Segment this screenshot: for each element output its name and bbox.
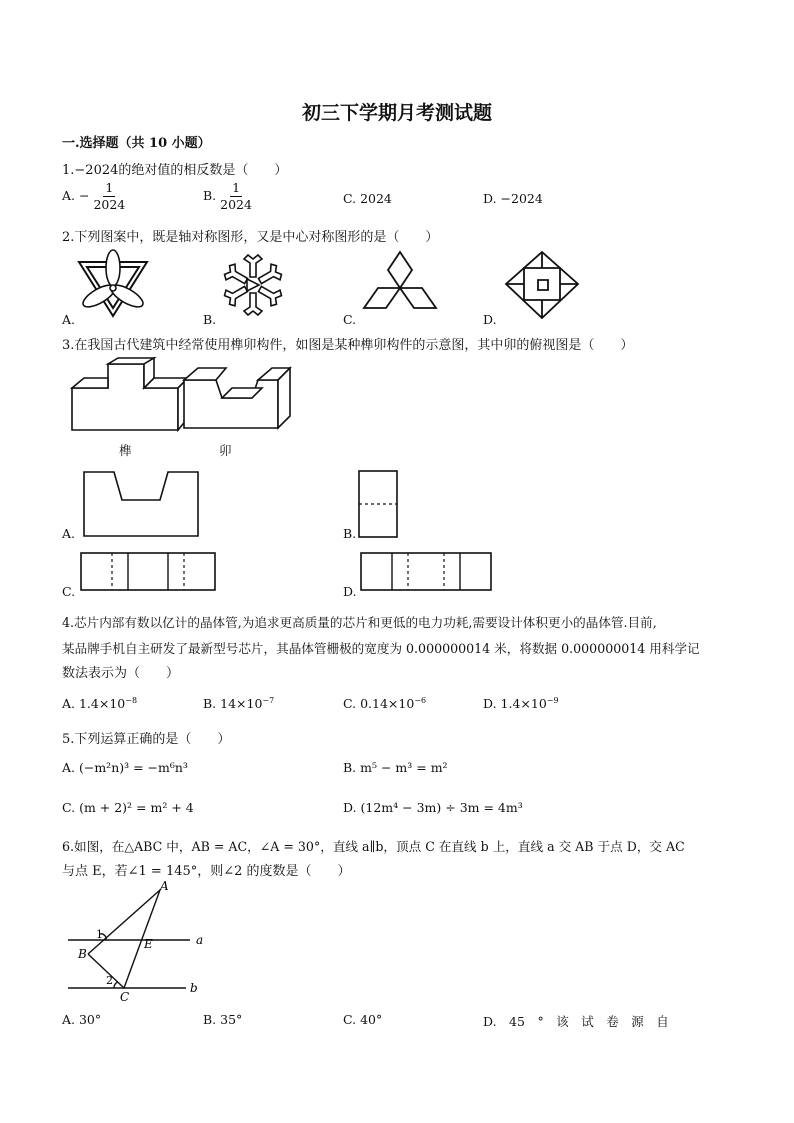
q1-a-denominator: 2024	[93, 197, 126, 212]
q1-option-a[interactable]	[62, 180, 125, 213]
q5-option-b[interactable]: B. m⁵ − m³ = m²	[343, 760, 448, 775]
q5-option-c[interactable]: C. (m + 2)² = m² + 4	[62, 800, 194, 815]
q3-label-a[interactable]: A.	[62, 526, 76, 541]
q2-label-a[interactable]: A.	[62, 312, 76, 327]
q4-option-b[interactable]	[203, 696, 274, 711]
q6-label-angle-1: 1	[96, 928, 103, 941]
q6-label-line-b: b	[190, 981, 198, 995]
q2-stem: 2.下列图案中，既是轴对称图形，又是中心对称图形的是（ ）	[62, 230, 439, 245]
q1-stem: 1.−2024的绝对值的相反数是（ ）	[62, 163, 288, 178]
q3-label-d[interactable]: D.	[343, 584, 357, 599]
q3-option-b-figure	[358, 470, 400, 538]
q3-stem: 3.在我国古代建筑中经常使用榫卯构件，如图是某种榫卯构件的示意图，其中卯的俯视图是（ ）	[62, 338, 634, 353]
q4-c-base: C. 0.14×10	[343, 696, 415, 712]
q4-stem-line1: 4.芯片内部有数以亿计的晶体管,为追求更高质量的芯片和更低的电力功耗,需要设计体积更小的晶体管.目前,	[62, 615, 657, 630]
q2-figure-c-diamonds-icon	[360, 250, 440, 320]
q6-label-b-vertex: B	[78, 947, 87, 961]
q4-option-a[interactable]	[62, 696, 137, 711]
q5-stem: 5.下列运算正确的是（ ）	[62, 732, 231, 747]
q1-b-prefix: B.	[203, 188, 217, 203]
q6-option-b[interactable]: B. 35°	[203, 1012, 243, 1027]
q1-a-numerator: 1	[105, 180, 114, 195]
q4-a-base: A. 1.4×10	[62, 696, 126, 712]
q3-option-c-figure	[80, 552, 216, 592]
q1-b-numerator: 1	[232, 180, 241, 195]
q6-option-c[interactable]: C. 40°	[343, 1012, 383, 1027]
q1-a-prefix: A. −	[62, 188, 90, 203]
q2-label-b[interactable]: B.	[203, 312, 217, 327]
q6-option-d[interactable]: D. 45 ° 该 试 卷 源 自	[483, 1014, 669, 1029]
q4-b-exponent: −7	[262, 696, 275, 705]
q4-d-exponent: −9	[546, 696, 559, 705]
q6-stem-line1: 6.如图，在△ABC 中，AB = AC，∠A = 30°，直线 a∥b，顶点 C 在直线 b 上，直线 a 交 AB 于点 D，交 AC	[62, 839, 685, 854]
page-title: 初三下学期月考测试题	[301, 102, 492, 124]
q3-option-d-figure	[360, 552, 492, 592]
section-heading: 一.选择题（共 10 小题）	[62, 136, 211, 151]
q6-label-a-vertex: A	[160, 879, 169, 893]
q4-stem-line2: 某品牌手机自主研发了最新型号芯片，其晶体管栅极的宽度为 0.000000014 米，将数据 0.000000014 用科学记	[62, 641, 700, 656]
q4-a-exponent: −8	[125, 696, 138, 705]
q6-triangle-figure	[66, 880, 216, 1004]
q3-tenon-mortise-figure	[66, 358, 296, 434]
q2-figure-a-propeller-icon	[75, 250, 155, 320]
q4-option-d[interactable]	[483, 696, 559, 711]
q4-b-base: B. 14×10	[203, 696, 263, 712]
q5-option-d[interactable]: D. (12m⁴ − 3m) ÷ 3m = 4m³	[343, 800, 523, 815]
q3-mortise-label: 卯	[219, 443, 232, 458]
q3-label-c[interactable]: C.	[62, 584, 76, 599]
q6-stem-line2: 与点 E，若∠1 = 145°，则∠2 的度数是（ ）	[62, 864, 351, 879]
q1-option-c[interactable]: C. 2024	[343, 191, 392, 206]
q2-label-c[interactable]: C.	[343, 312, 357, 327]
q6-label-angle-2: 2	[106, 974, 113, 987]
q3-label-b[interactable]: B.	[343, 526, 357, 541]
q3-option-a-figure	[82, 470, 202, 538]
q4-d-base: D. 1.4×10	[483, 696, 547, 712]
q1-option-b[interactable]	[203, 180, 252, 213]
q6-label-e-point: E	[144, 937, 153, 951]
q4-stem-line3: 数法表示为（ ）	[62, 666, 180, 681]
q4-option-c[interactable]	[343, 696, 426, 711]
q4-c-exponent: −6	[414, 696, 427, 705]
q6-label-c-vertex: C	[120, 990, 130, 1004]
q2-figure-b-snowflake-icon	[218, 250, 288, 320]
q6-option-a[interactable]: A. 30°	[62, 1012, 102, 1027]
q6-label-line-a: a	[196, 933, 204, 947]
q3-tenon-label: 榫	[119, 443, 132, 458]
q1-b-denominator: 2024	[220, 197, 252, 212]
q5-option-a[interactable]: A. (−m²n)³ = −m⁶n³	[62, 760, 188, 775]
q2-label-d[interactable]: D.	[483, 312, 497, 327]
q1-option-d[interactable]: D. −2024	[483, 191, 543, 206]
q2-figure-d-pinwheel-icon	[502, 250, 582, 320]
